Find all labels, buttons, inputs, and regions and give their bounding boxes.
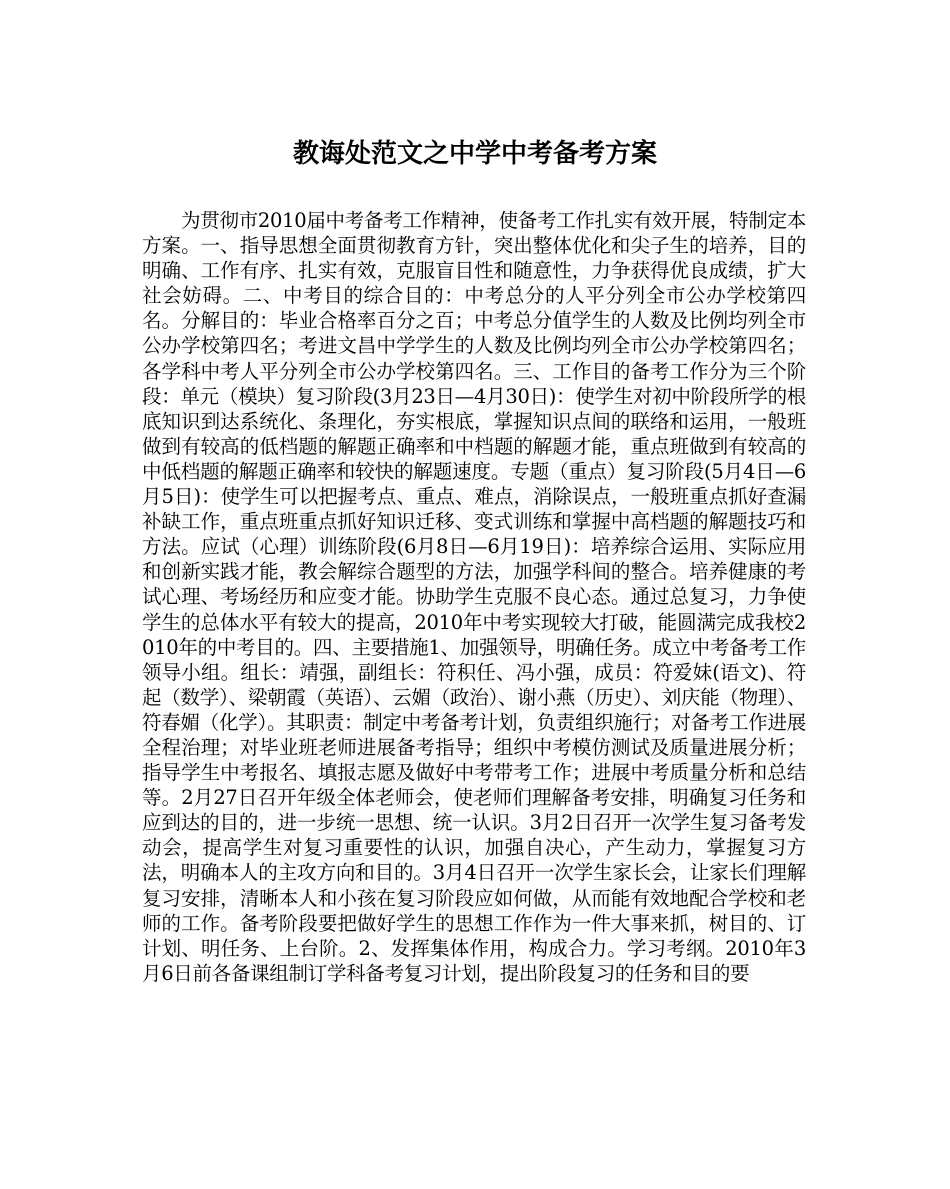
document-body-paragraph: 为贯彻市2010届中考备考工作精神，使备考工作扎实有效开展，特制定本方案。一、指导思想全面贯彻教育方针，突出整体优化和尖子生的培养，目的明确、工作有序、扎实有效，克服盲目性和随意性，力争获得优良成绩，扩大社会妨碍。二、中考目的综合目的：中考总分的人平分列全市公办学校第四名。分解目的：毕业合格率百分之百；中考总分值学生的人数及比例均列全市公办学校第四名；考进文昌中学学生的人数及比例均列全市公办学校第四名；各学科中考人平分列全市公办学校第四名。三、工作目的备考工作分为三个阶段：单元（模块）复习阶段(3月23日—4月30日)：使学生对初中阶段所学的根底知识到达系统化、条理化，夯实根底，掌握知识点间的联络和运用，一般班做到有较高的低档题的解题正确率和中档题的解题才能，重点班做到有较高的中低档题的解题正确率和较快的解题速度。专题（重点）复习阶段(5月4日—6月5日)：使学生可以把握考点、重点、难点，消除误点，一般班重点抓好查漏补缺工作，重点班重点抓好知识迁移、变式训练和掌握中高档题的解题技巧和方法。应试（心理）训练阶段(6月8日—6月19日)：培养综合运用、实际应用和创新实践才能，教会解综合题型的方法，加强学科间的整合。培养健康的考试心理、考场经历和应变才能。协助学生克服不良心态。通过总复习，力争使学生的总体水平有较大的提高，2010年中考实现较大打破，能圆满完成我校2010年的中考目的。四、主要措施1、加强领导，明确任务。成立中考备考工作领导小组。组长：靖强，副组长：符积任、冯小强，成员：符爱妹(语文)、符 起（数学）、梁朝霞（英语）、云媚（政治）、谢小燕（历史）、刘庆能（物理）、符春媚（化学）。其职责：制定中考备考计划，负责组织施行；对备考工作进展全程治理；对毕业班老师进展备考指导；组织中考模仿测试及质量进展分析；指导学生中考报名、填报志愿及做好中考带考工作；进展中考质量分析和总结等。2月27日召开年级全体老师会，使老师们理解备考安排，明确复习任务和应到达的目的，进一步统一思想、统一认识。3月2日召开一次学生复习备考发动会，提高学生对复习重要性的认识，加强自决心，产生动力，掌握复习方法，明确本人的主攻方向和目的。3月4日召开一次学生家长会，让家长们理解复习安排，清晰本人和小孩在复习阶段应如何做，从而能有效地配合学校和老师的工作。备考阶段要把做好学生的思想工作作为一件大事来抓，树目的、订计划、明任务、上台阶。2、发挥集体作用，构成合力。学习考纲。2010年3月6日前各备课组制订学科备考复习计划，提出阶段复习的任务和目的要 [142, 209, 806, 985]
document-title: 教诲处范文之中学中考备考方案 [292, 139, 657, 169]
